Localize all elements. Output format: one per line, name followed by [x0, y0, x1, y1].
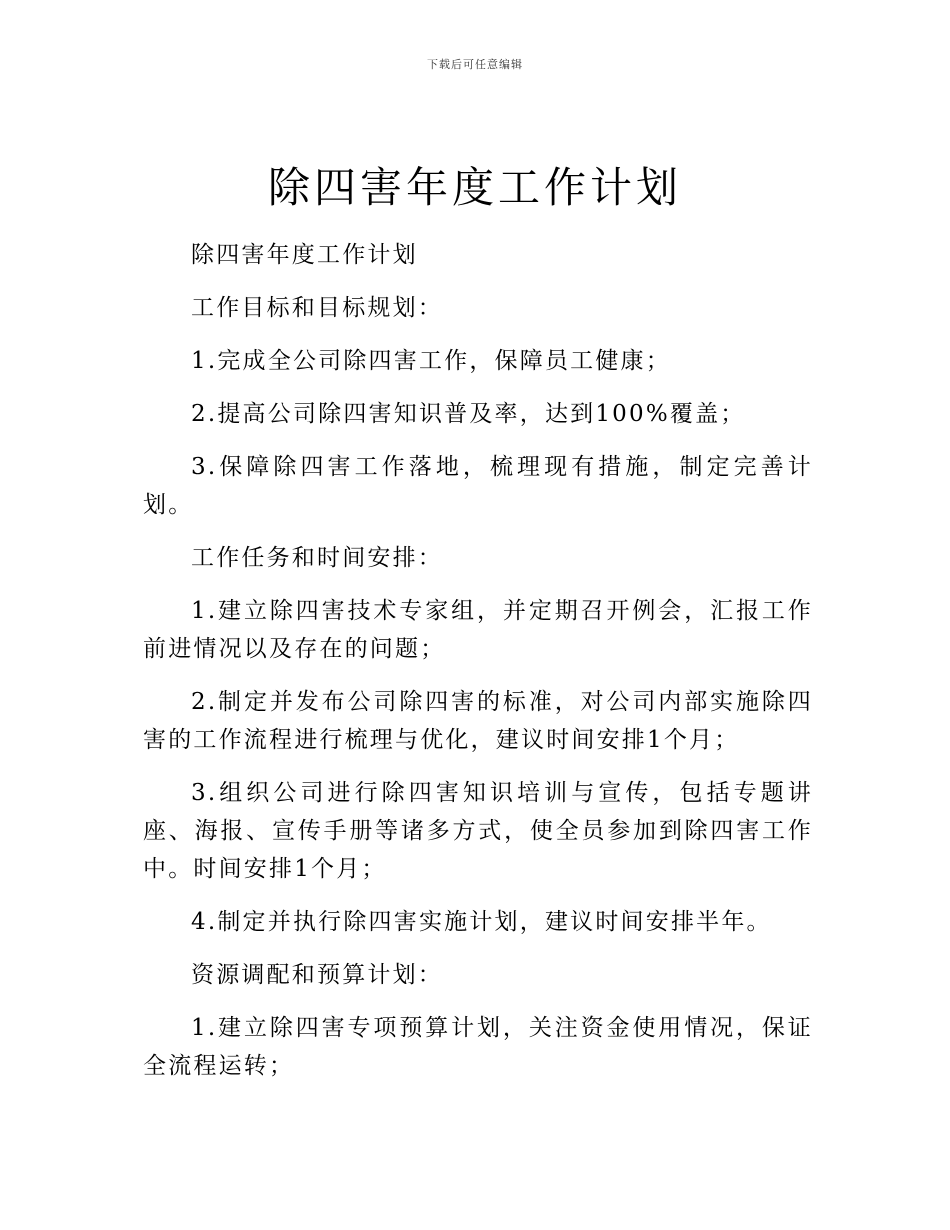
paragraph-goals-heading: 工作目标和目标规划： — [191, 295, 443, 321]
document-title: 除四害年度工作计划 — [267, 163, 682, 212]
paragraph-goal-2: 2.提高公司除四害知识普及率，达到100%覆盖； — [191, 401, 746, 427]
paragraph-goal-3: 3.保障除四害工作落地，梳理现有措施，制定完善计划。 — [143, 454, 813, 518]
header-note: 下载后可任意编辑 — [427, 58, 523, 71]
paragraph-resource-1: 1.建立除四害专项预算计划，关注资金使用情况，保证全流程运转； — [143, 1015, 813, 1079]
paragraph-resources-heading: 资源调配和预算计划： — [191, 962, 443, 988]
paragraph-task-3: 3.组织公司进行除四害知识培训与宣传，包括专题讲座、海报、宣传手册等诸多方式，使全员参加到除四害工作中。时间安排1个月； — [143, 780, 813, 882]
paragraph-goal-1: 1.完成全公司除四害工作，保障员工健康； — [191, 348, 671, 374]
paragraph-task-2: 2.制定并发布公司除四害的标准，对公司内部实施除四害的工作流程进行梳理与优化，建议时间安排1个月； — [143, 689, 813, 753]
paragraph-subtitle: 除四害年度工作计划 — [191, 242, 418, 268]
paragraph-task-1: 1.建立除四害技术专家组，并定期召开例会，汇报工作前进情况以及存在的问题； — [143, 598, 813, 662]
document-body — [143, 236, 813, 1100]
paragraph-tasks-heading: 工作任务和时间安排： — [191, 545, 443, 571]
paragraph-task-4: 4.制定并执行除四害实施计划，建议时间安排半年。 — [191, 909, 772, 935]
